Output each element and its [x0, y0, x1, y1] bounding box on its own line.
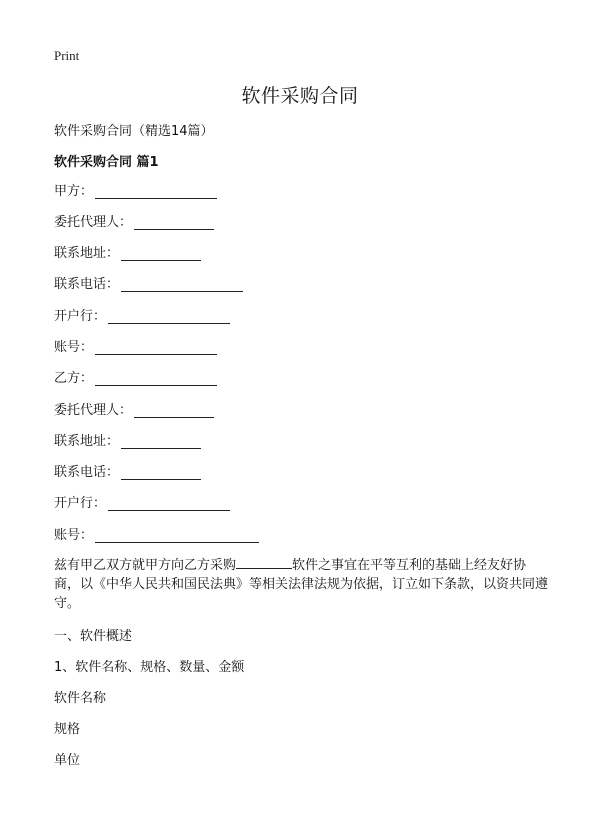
section-heading: 软件采购合同 篇1	[54, 155, 159, 170]
document-title: 软件采购合同	[241, 85, 359, 107]
print-link[interactable]: Print	[54, 48, 80, 63]
party-b-field	[54, 368, 217, 386]
party-a-bank-label: 开户行：	[54, 309, 107, 324]
party-a-bank-blank-line	[108, 309, 230, 324]
column-spec: 规格	[54, 722, 81, 737]
party-a-bank-field	[54, 306, 230, 324]
party-a-address-label: 联系地址：	[54, 246, 120, 261]
party-a-phone-blank-line	[121, 277, 243, 292]
party-b-address-field	[54, 431, 201, 449]
party-a-address-blank-line	[121, 246, 201, 261]
party-b-account-field	[54, 525, 259, 543]
party-a-account-blank-line	[95, 340, 217, 355]
party-a-account-label: 账号：	[54, 340, 94, 355]
party-a-agent-blank-line	[134, 215, 214, 230]
party-b-label: 乙方：	[54, 371, 94, 386]
intro-text-part1: 兹有甲乙双方就甲方向乙方采购	[54, 558, 237, 573]
party-a-phone-label: 联系电话：	[54, 277, 120, 292]
party-a-account-field	[54, 337, 217, 355]
party-a-label: 甲方：	[54, 184, 94, 199]
party-a-blank-line	[95, 184, 217, 199]
party-b-account-label: 账号：	[54, 528, 94, 543]
document-subtitle: 软件采购合同（精选14篇）	[54, 124, 214, 139]
party-b-phone-label: 联系电话：	[54, 465, 120, 480]
party-a-field	[54, 181, 217, 199]
party-b-address-blank-line	[121, 434, 201, 449]
chapter-1-heading: 一、软件概述	[54, 629, 133, 644]
intro-text-part2: 软件之事宜在平等互利的基础上经友好协商，以《中华人民共和国民法典》等相关法律法规为依据，订立如下条款，以资共同遵守。	[54, 558, 549, 611]
party-b-account-blank-line	[95, 528, 259, 543]
party-a-agent-label: 委托代理人：	[54, 215, 133, 230]
column-unit: 单位	[54, 753, 81, 768]
party-b-address-label: 联系地址：	[54, 434, 120, 449]
party-a-phone-field	[54, 274, 243, 292]
party-b-agent-field	[54, 400, 214, 418]
party-b-bank-blank-line	[108, 496, 230, 511]
party-b-bank-label: 开户行：	[54, 496, 107, 511]
party-b-phone-blank-line	[121, 465, 201, 480]
party-a-agent-field	[54, 212, 214, 230]
column-software-name: 软件名称	[54, 691, 107, 706]
party-a-address-field	[54, 243, 201, 261]
software-name-blank	[236, 556, 292, 569]
party-b-agent-blank-line	[134, 403, 214, 418]
party-b-blank-line	[95, 371, 217, 386]
party-b-agent-label: 委托代理人：	[54, 403, 133, 418]
party-b-bank-field	[54, 493, 230, 511]
intro-paragraph	[54, 556, 549, 613]
item-1-heading: 1、软件名称、规格、数量、金额	[54, 660, 245, 675]
party-b-phone-field	[54, 462, 201, 480]
